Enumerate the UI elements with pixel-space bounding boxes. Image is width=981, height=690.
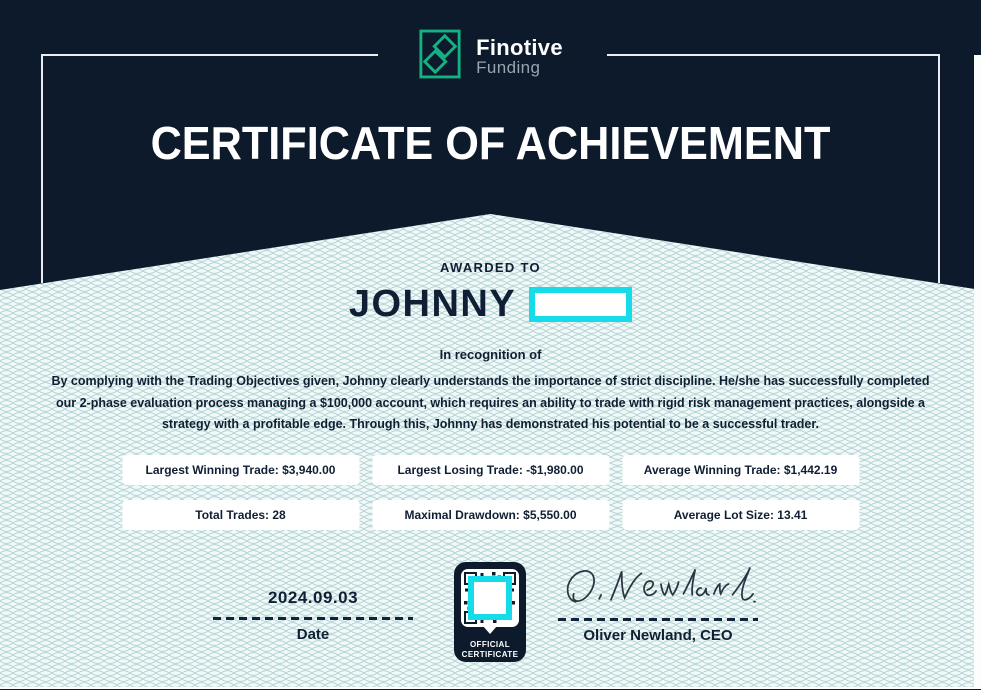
signature-block: [558, 562, 758, 644]
badge-label-line2: CERTIFICATE: [461, 649, 519, 659]
signature-divider: [558, 618, 758, 621]
page-edge-bottom: [0, 687, 981, 689]
brand-logo: [0, 28, 981, 85]
frame-line-right: [938, 54, 940, 283]
certificate-title: CERTIFICATE OF ACHIEVEMENT: [150, 117, 831, 169]
brand-name: Finotive: [476, 35, 563, 61]
stat-average-winning-trade: Average Winning Trade: $1,442.19: [622, 455, 859, 485]
recognition-body: By complying with the Trading Objectives given, Johnny clearly understands the importance of strict discipline. He/she has successfully completed our 2-phase evaluation process managing a $100,000 account, which requires an ability to trade with rigid risk management practices, alongside a strategy with a profitable edge. Through this, Johnny has demonstrated his potential to be a successful trader.: [51, 374, 930, 431]
date-block: [213, 588, 413, 643]
date-divider: [213, 617, 413, 620]
recipient-row: [0, 285, 981, 323]
stat-largest-winning-trade: Largest Winning Trade: $3,940.00: [122, 455, 359, 485]
recognition-heading: In recognition of: [439, 347, 542, 362]
stat-largest-losing-trade: Largest Losing Trade: -$1,980.00: [372, 455, 609, 485]
signatory-name: Oliver Newland, CEO: [583, 627, 733, 644]
frame-line-left: [41, 54, 43, 283]
qr-redaction-box: [468, 576, 512, 620]
stats-grid: [122, 455, 859, 530]
date-value: 2024.09.03: [267, 588, 359, 607]
finotive-logo-icon: [418, 28, 462, 85]
stat-total-trades: Total Trades: 28: [122, 500, 359, 530]
ceo-signature-icon: [560, 562, 756, 614]
date-label: Date: [296, 626, 330, 643]
page-edge-right: [974, 55, 981, 688]
awarded-to-label: AWARDED TO: [440, 260, 541, 275]
qr-bubble-tail: [483, 626, 497, 634]
badge-label-line1: OFFICIAL: [469, 640, 511, 649]
stat-maximal-drawdown: Maximal Drawdown: $5,550.00: [372, 500, 609, 530]
stat-average-lot-size: Average Lot Size: 13.41: [622, 500, 859, 530]
official-certificate-badge: [454, 562, 526, 662]
brand-subtitle: Funding: [476, 58, 541, 78]
recipient-name: JOHNNY: [348, 283, 517, 325]
name-redaction-box: [529, 287, 632, 322]
qr-code-icon: [461, 569, 519, 627]
